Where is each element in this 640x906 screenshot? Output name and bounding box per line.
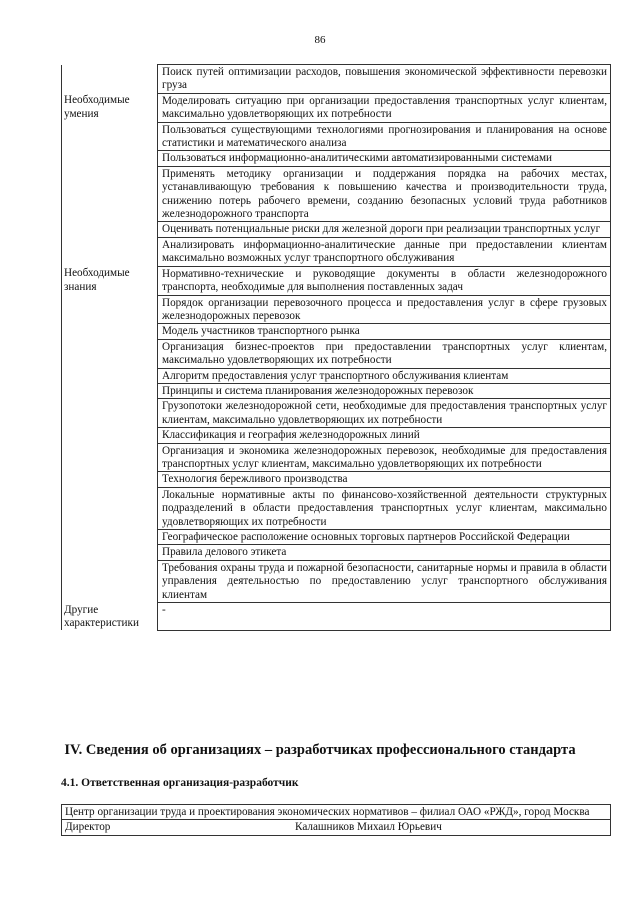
skills-table-body — [62, 65, 611, 631]
table-cell-item: Правила делового этикета — [158, 545, 611, 560]
table-cell-item: Порядок организации перевозочного процесса и предоставления услуг в сфере грузовых железнодорожных перевозок — [158, 295, 611, 324]
table-cell-item: Нормативно-технические и руководящие документы в области железнодорожного транспорта, необходимые для выполнения поставленных задач — [158, 266, 611, 295]
table-row — [62, 93, 611, 122]
skills-table — [61, 64, 611, 631]
subsection-title: 4.1. Ответственная организация-разработчик — [61, 777, 299, 789]
table-cell-item: Применять методику организации и поддержания порядка на рабочих местах, устанавливающую требования к повышению качества и производительности труда, снижению потерь рабочего времени, созданию безопасных условий труда работников железнодорожного транспорта — [158, 166, 611, 222]
table-cell-item: Модель участников транспортного рынка — [158, 324, 611, 339]
organization-person: Калашников Михаил Юрьевич — [295, 821, 442, 834]
table-cell-item: Организация и экономика железнодорожных перевозок, необходимые для предоставления транспортных услуг клиентам, максимально удовлетворяющих их потребности — [158, 443, 611, 472]
row-group-label — [62, 65, 158, 94]
table-cell-item: Оценивать потенциальные риски для железной дороги при реализации транспортных услуг — [158, 222, 611, 237]
table-cell-item: Алгоритм предоставления услуг транспортного обслуживания клиентам — [158, 368, 611, 383]
page-number: 86 — [314, 34, 326, 46]
table-cell-item: Моделировать ситуацию при организации предоставления транспортных услуг клиентам, максимально удовлетворяющих их потребности — [158, 93, 611, 122]
organization-table — [61, 804, 611, 836]
row-group-label: Необходимые умения — [62, 93, 158, 266]
organization-name: Центр организации труда и проектирования экономических нормативов – филиал ОАО «РЖД», город Москва — [62, 805, 611, 820]
table-cell-item: Требования охраны труда и пожарной безопасности, санитарные нормы и правила в области управления деятельностью по предоставлению услуг транспортного обслуживания клиентам — [158, 560, 611, 602]
organization-head-cell — [62, 820, 611, 835]
table-cell-item: Пользоваться существующими технологиями прогнозирования и планирования на основе статистики и математического анализа — [158, 122, 611, 151]
row-group-label: Другие характеристики — [62, 603, 158, 631]
table-cell-item: Пользоваться информационно-аналитическими автоматизированными системами — [158, 151, 611, 166]
table-cell-item: Локальные нормативные акты по финансово-хозяйственной деятельности структурных подразделений в области предоставления транспортных услуг клиентам, максимально удовлетворяющих их потребности — [158, 487, 611, 529]
table-cell-item: Грузопотоки железнодорожной сети, необходимые для предоставления транспортных услуг клиентам, максимально удовлетворяющих их потребности — [158, 399, 611, 428]
table-cell-item: Принципы и система планирования железнодорожных перевозок — [158, 383, 611, 398]
table-row — [62, 603, 611, 631]
table-cell-item: Классификация и география железнодорожных линий — [158, 428, 611, 443]
table-row — [62, 65, 611, 94]
table-cell-item: Технология бережливого производства — [158, 472, 611, 487]
table-cell-item: Организация бизнес-проектов при предоставлении транспортных услуг клиентам, максимально удовлетворяющих их потребности — [158, 339, 611, 368]
table-cell-item: Анализировать информационно-аналитические данные при предоставлении клиентам максимально возможных услуг транспортного обслуживания — [158, 237, 611, 266]
row-group-label: Необходимые знания — [62, 266, 158, 602]
table-cell-item: Поиск путей оптимизации расходов, повышения экономической эффективности перевозки груза — [158, 65, 611, 94]
organization-name-row — [62, 805, 611, 820]
organization-head-row — [62, 820, 611, 835]
table-cell-item: Географическое расположение основных торговых партнеров Российской Федерации — [158, 530, 611, 545]
section-title: IV. Сведения об организациях – разработчиках профессионального стандарта — [64, 742, 576, 758]
table-cell-item: - — [158, 603, 611, 631]
table-row — [62, 266, 611, 295]
organization-position: Директор — [65, 821, 111, 834]
